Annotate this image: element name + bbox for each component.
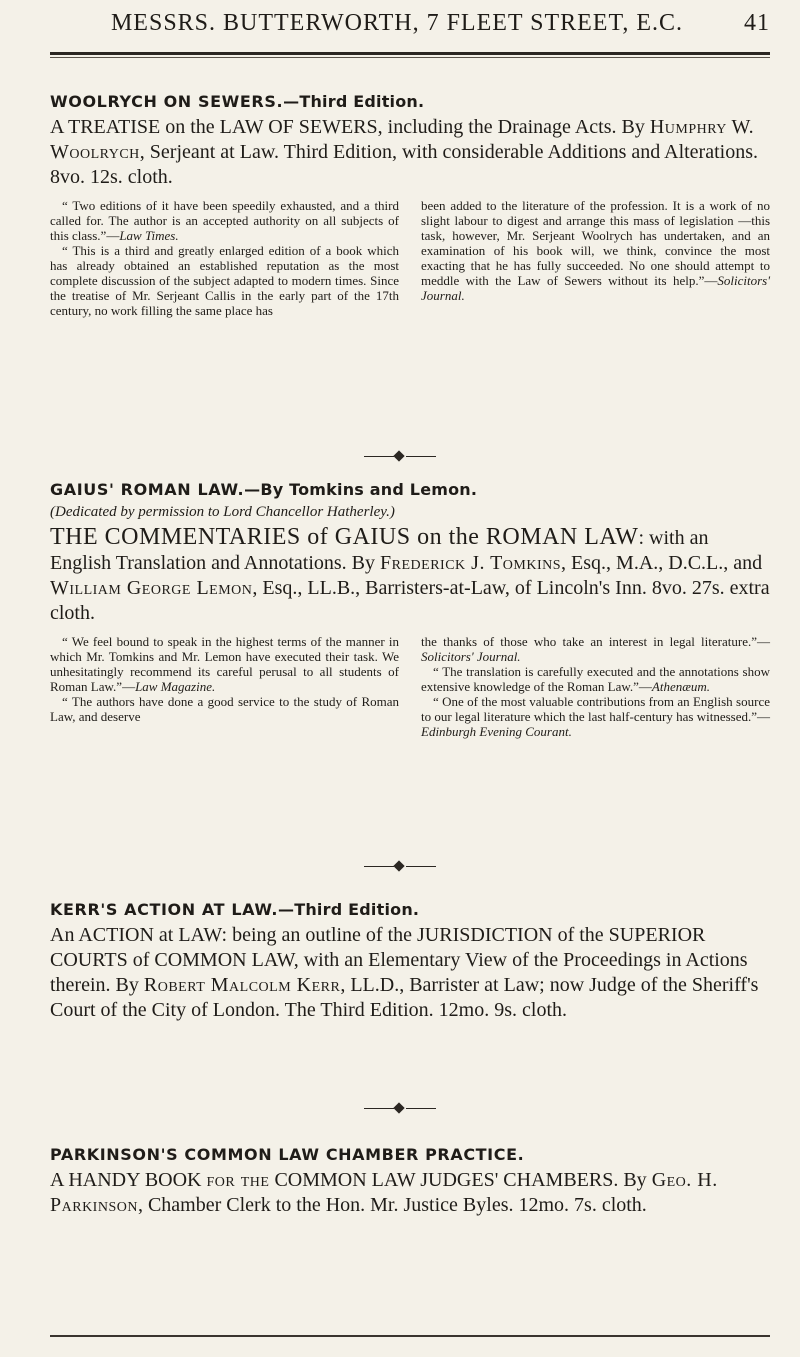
entry-description [50,923,770,1023]
section-divider-ornament [360,1104,440,1114]
review-quotes [50,634,770,739]
quote-source: Solicitors' Journal. [421,649,521,664]
entry-description [50,525,770,626]
lead-text: for the [206,1169,270,1191]
lead-text: , Chamber Clerk to the Hon. Mr. Justice Byles. 12mo. 7s. cloth. [137,1194,647,1216]
quotes-left-column [50,198,399,318]
lead-text: , Esq., M.A., D.C.L., and [561,552,763,574]
heading-main: PARKINSON'S COMMON LAW CHAMBER PRACTICE. [50,1145,525,1164]
author-name: Robert Malcolm Kerr [143,974,341,996]
heading-sub: —Third Edition. [283,92,425,111]
review-quotes [50,198,770,318]
lead-text: : with an English Translation and Annotations. By [50,527,709,574]
entry-woolrych-sewers [50,92,770,318]
quotes-right-column [421,634,770,739]
heading-main: WOOLRYCH ON SEWERS. [50,92,284,111]
header-rule-thick [50,52,770,55]
lead-text: W. [726,116,754,138]
lead-text: A HANDY BOOK [50,1169,207,1191]
author-name: Humphry [649,116,727,138]
lead-text: , LL.D., Barrister at Law; now Judge of the Sheriff's Court of the City of London. The Third Edition. 12mo. 9s. cloth. [50,974,759,1021]
entry-kerr-action-at-law [50,900,770,1023]
author-name: William George Lemon [50,577,253,599]
heading-sub: —By Tomkins and Lemon. [244,480,478,499]
section-divider-ornament [360,452,440,462]
heading-sub: —Third Edition. [278,900,420,919]
lead-text: An ACTION at LAW: being an outline of the JURISDICTION of the SUPERIOR COURTS of COMMON LAW, with an Elementary View of the Proceedings in Actions therein. By [50,924,748,996]
entry-heading [50,92,770,111]
author-name: Frederick J. Tomkins [380,552,562,574]
lead-text: A TREATISE on the LAW OF SEWERS, including the Drainage Acts. By [50,116,650,138]
author-name: Woolrych [50,141,140,163]
lead-text: , Serjeant at Law. Third Edition, with considerable Additions and Alterations. 8vo. 12s. cloth. [50,141,758,188]
review-quote: “ Two editions of it have been speedily exhausted, and a third called for. The author is an accepted authority on all subjects of this class.”—Law Times. [50,198,399,243]
footer-rule [50,1335,770,1337]
review-quote: “ The translation is carefully executed and the annotations show extensive knowledge of the Roman Law.”—Athenæum. [421,664,770,694]
entry-heading [50,480,770,499]
entry-parkinson-chamber-practice [50,1145,770,1218]
review-quote: “ The authors have done a good service to the study of Roman Law, and deserve [50,694,399,724]
lead-title: THE COMMENTARIES of GAIUS on the ROMAN LAW [50,524,639,550]
running-head [50,10,770,37]
lead-text: , Esq., LL.B., Barristers-at-Law, of Lincoln's Inn. 8vo. 27s. extra cloth. [50,577,770,624]
publisher-line: MESSRS. BUTTERWORTH, 7 FLEET STREET, E.C. [110,10,684,36]
quote-source: Law Magazine. [135,679,216,694]
quotes-right-column [421,198,770,318]
heading-main: GAIUS' ROMAN LAW. [50,480,245,499]
entry-gaius-roman-law [50,480,770,739]
quotes-left-column [50,634,399,739]
entry-description [50,1168,770,1218]
dedication: (Dedicated by permission to Lord Chancellor Hatherley.) [50,504,395,520]
page-number: 41 [744,10,770,36]
review-quote: “ We feel bound to speak in the highest terms of the manner in which Mr. Tomkins and Mr. Lemon have executed their task. We unhesitatingly recommend its careful perusal to all students of Roman Law.”—Law Magazine. [50,634,399,694]
header-rule-thin [50,57,770,58]
quote-source: Solicitors' Journal. [421,273,770,303]
heading-main: KERR'S ACTION AT LAW. [50,900,279,919]
review-quote: “ One of the most valuable contributions from an English source to our legal literature which the last half-century has witnessed.”—Edinburgh Evening Courant. [421,694,770,739]
author-name: Geo. H. Parkinson [50,1169,718,1216]
review-quote: “ This is a third and greatly enlarged edition of a book which has already obtained an established reputation as the most complete discussion of the subject adapted to modern times. Since the treatise of Mr. Serjeant Callis in the early part of the 17th century, no work filling the same place has [50,243,399,318]
entry-heading [50,1145,770,1164]
quote-source: Athenæum. [651,679,711,694]
entry-heading [50,900,770,919]
review-quote: been added to the literature of the profession. It is a work of no slight labour to digest and arrange this mass of legislation —this task, however, Mr. Serjeant Woolrych has undertaken, and an examination of his book will, we think, convince the most exacting that he has fully succeeded. No one should attempt to meddle with the Law of Sewers without its help.”—Solicitors' Journal. [421,198,770,303]
quote-source: Law Times. [119,228,179,243]
section-divider-ornament [360,862,440,872]
lead-text: COMMON LAW JUDGES' CHAMBERS. By [269,1169,652,1191]
review-quote: the thanks of those who take an interest in legal literature.”—Solicitors' Journal. [421,634,770,664]
entry-description [50,115,770,190]
quote-source: Edinburgh Evening Courant. [421,724,572,739]
